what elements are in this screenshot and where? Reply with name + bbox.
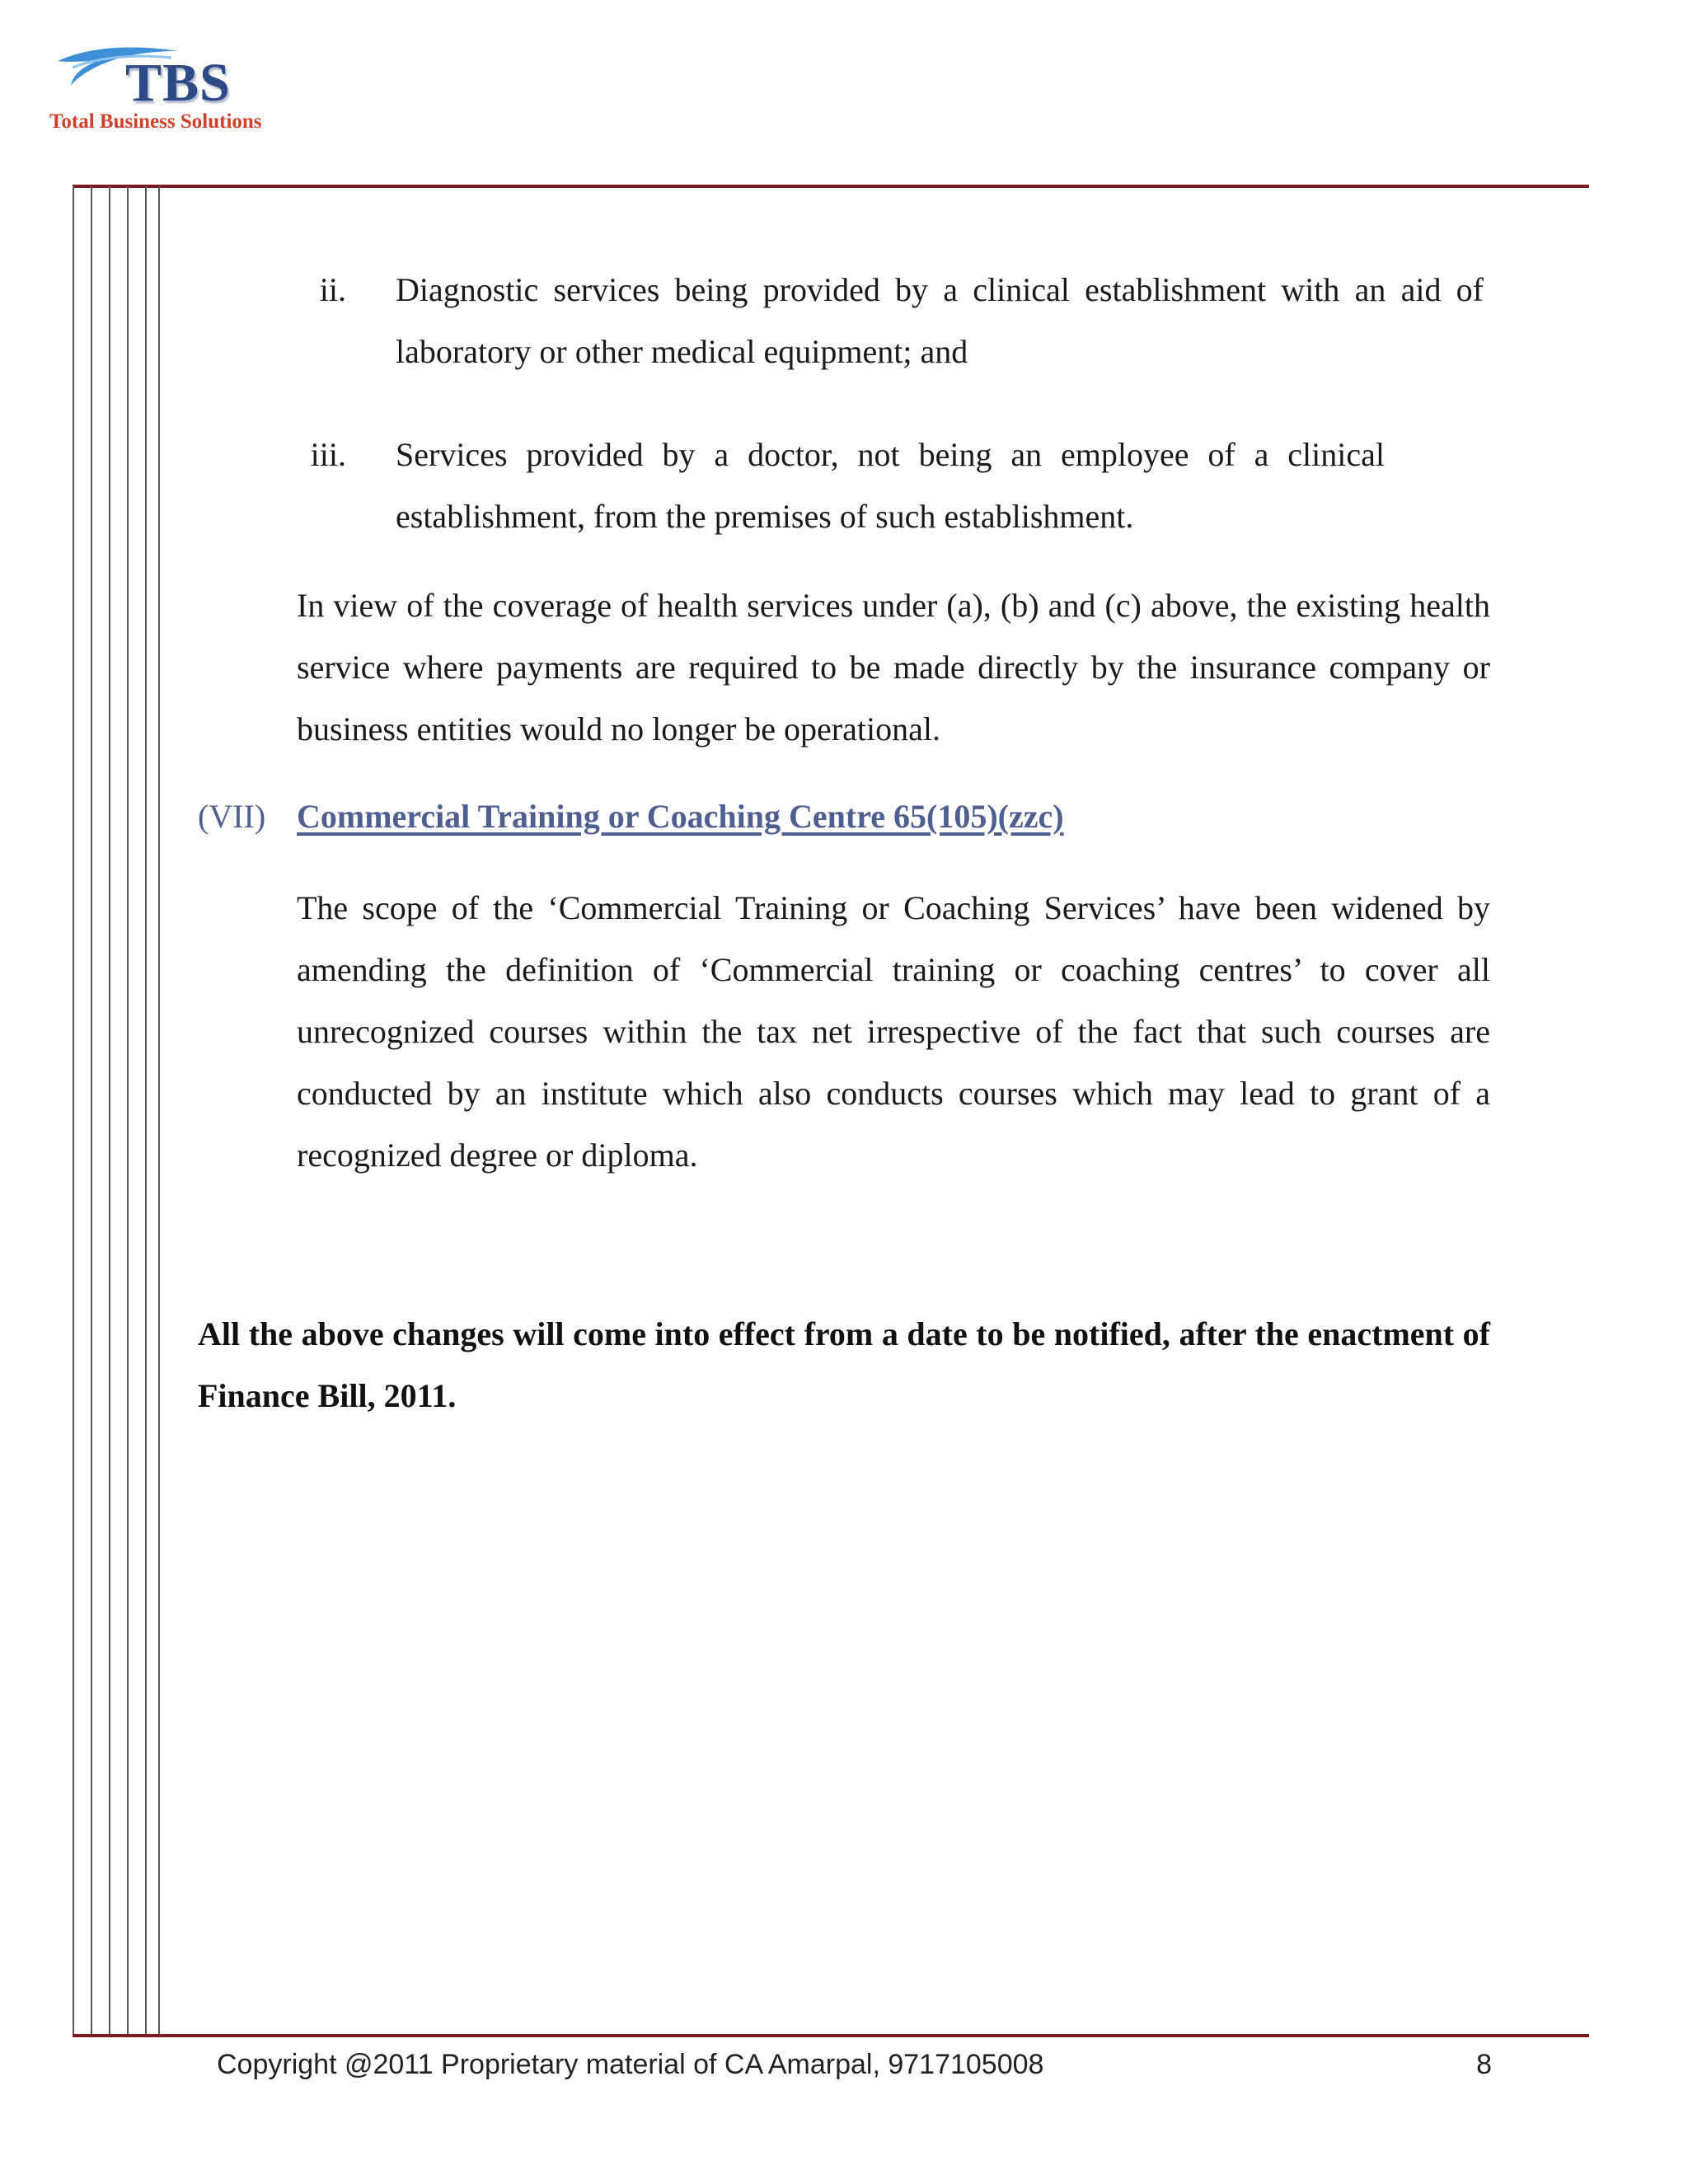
margin-line	[145, 186, 147, 2034]
logo-tagline: Total Business Solutions	[49, 110, 262, 133]
list-item-number: iii.	[310, 436, 346, 473]
logo-wordmark: TBS	[125, 53, 231, 113]
footer-copyright: Copyright @2011 Proprietary material of CA Amarpal, 9717105008	[217, 2049, 1044, 2080]
health-paragraph: In view of the coverage of health services under (a), (b) and (c) above, the existing health service where payments are required to be made directly by the insurance company or business entities would no longer be operational.	[297, 587, 1490, 748]
section-number: (VII)	[198, 798, 266, 835]
margin-line	[158, 186, 160, 2034]
section-body: The scope of the ‘Commercial Training or Coaching Services’ have been widened by amending the definition of ‘Commercial training or coaching centres’ to cover all unrecognized courses within the tax net irrespective of the fact that such courses are conducted by an institute which also conducts courses which may lead to grant of a recognized degree or diploma.	[297, 889, 1490, 1174]
margin-line	[91, 186, 92, 2034]
top-rule	[73, 185, 1589, 188]
margin-line	[73, 186, 74, 2034]
list-item-text: Services provided by a doctor, not being an employee of a clinical establishment, from the premises of such establishment.	[396, 436, 1385, 535]
list-item-number: ii.	[319, 271, 346, 308]
margin-line	[109, 186, 110, 2034]
closing-note: All the above changes will come into effect from a date to be notified, after the enactment of Finance Bill, 2011.	[198, 1315, 1490, 1414]
section-heading: Commercial Training or Coaching Centre 65(105)(zzc)	[297, 798, 1064, 835]
list-item-text: Diagnostic services being provided by a clinical establishment with an aid of laboratory or other medical equipment; and	[396, 271, 1484, 370]
margin-line	[127, 186, 129, 2034]
page-number: 8	[1476, 2049, 1492, 2080]
company-logo	[49, 43, 346, 142]
